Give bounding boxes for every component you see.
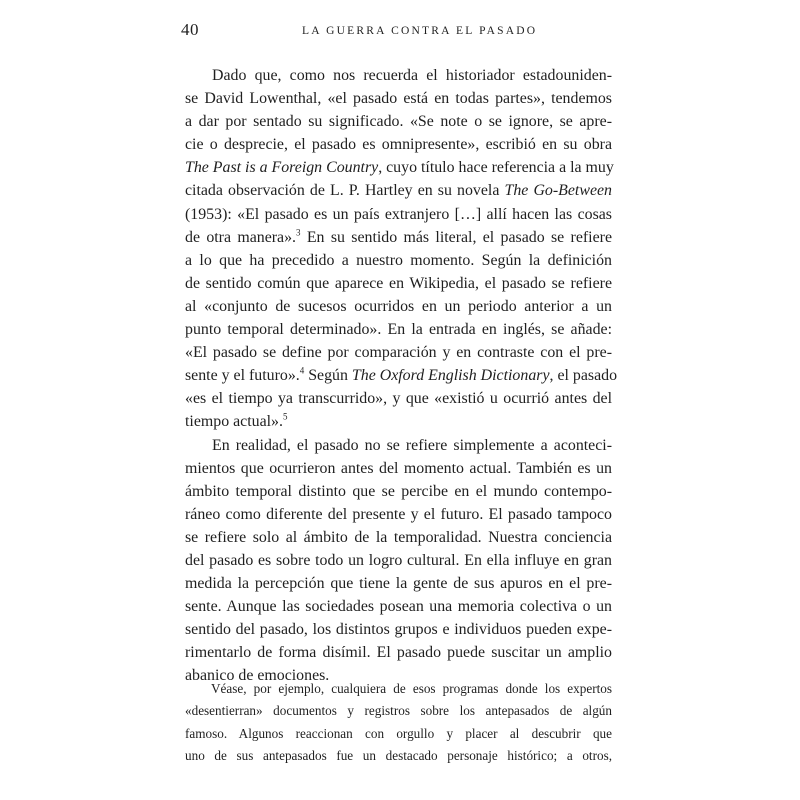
text-line: ráneo como diferente del presente y el futuro. El pasado tampoco: [185, 505, 612, 523]
book-title: The Oxford English Dictionary: [351, 367, 550, 385]
text-line: «El pasado se define por comparación y en contraste con el pre-: [185, 344, 612, 362]
running-title: LA GUERRA CONTRA EL PASADO: [302, 25, 538, 37]
text-line: se refiere solo al ámbito de la temporalidad. Nuestra conciencia: [185, 528, 612, 546]
paragraph-1: [185, 64, 618, 434]
text-line: [158, 410, 612, 433]
text-fragment: sente y el futuro».: [185, 367, 300, 385]
text-line: [158, 179, 612, 202]
text-line: (1953): «El pasado es un país extranjero […] allí hacen las cosas: [185, 205, 612, 223]
text-line: En realidad, el pasado no se refiere simplemente a aconteci-: [212, 436, 612, 454]
text-fragment: de otra manera».: [185, 228, 297, 246]
text-line: rimentarlo de forma disímil. El pasado puede suscitar un amplio: [185, 644, 612, 662]
text-line: se David Lowenthal, «el pasado está en todas partes», tendemos: [185, 90, 612, 108]
main-text: [185, 64, 618, 688]
footnote-line: «desentierran» documentos y registros sobre los antepasados de algún: [185, 703, 612, 719]
book-title: The Past is a Foreign Country: [185, 159, 379, 177]
text-fragment: En su sentido más literal, el pasado se refiere: [300, 228, 612, 246]
text-line: mientos que ocurrieron antes del momento actual. También es un: [185, 459, 612, 477]
text-line: abanico de emociones.: [185, 667, 330, 685]
text-fragment: , el pasado: [549, 367, 618, 385]
footnote-line: uno de sus antepasados fue un destacado personaje histórico; a otros,: [185, 748, 612, 764]
text-fragment: Según: [304, 367, 352, 385]
text-line: de sentido común que aparece en Wikipedia, el pasado se refiere: [185, 274, 612, 292]
footnote-ref: 3: [296, 227, 301, 238]
text-line: sentido del pasado, los distintos grupos e individuos pueden expe-: [185, 621, 612, 639]
text-line: punto temporal determinado». En la entrada en inglés, se añade:: [185, 321, 612, 339]
page-number: 40: [181, 20, 199, 39]
book-title: The Go-Between: [504, 182, 612, 200]
paragraph-2: [185, 434, 612, 688]
footnote-line: Véase, por ejemplo, cualquiera de esos programas donde los expertos: [211, 681, 612, 696]
text-line: del pasado es sobre todo un logro cultural. En ella influye en gran: [185, 551, 612, 569]
text-line: al «conjunto de sucesos ocurridos en un periodo anterior a un: [185, 297, 612, 315]
text-line: [158, 364, 618, 387]
footnote-ref: 4: [299, 365, 305, 376]
text-line: cie o desprecie, el pasado es omnipresente», escribió en su obra: [185, 136, 612, 154]
text-line: ámbito temporal distinto que se percibe en el mundo contempo-: [185, 482, 612, 500]
text-fragment: tiempo actual».: [185, 413, 283, 431]
text-line: sente. Aunque las sociedades posean una memoria colectiva o un: [185, 598, 612, 616]
text-fragment: citada observación de L. P. Hartley en su novela: [185, 182, 505, 200]
footnote-ref: 5: [282, 412, 288, 423]
footnote-line: famoso. Algunos reaccionan con orgullo y placer al descubrir que: [185, 725, 612, 741]
text-line: [158, 226, 612, 249]
text-line: Dado que, como nos recuerda el historiador estadouniden-: [212, 67, 612, 84]
text-line: [158, 156, 612, 179]
text-line: a lo que ha precedido a nuestro momento. Según la definición: [185, 251, 612, 269]
text-line: a dar por sentado su significado. «Se note o se ignore, se apre-: [185, 113, 612, 131]
footnote: [185, 678, 612, 768]
text-line: medida la percepción que tiene la gente de sus apuros en el pre-: [185, 575, 612, 593]
text-fragment: , cuyo título hace referencia a la muy: [378, 159, 614, 177]
text-line: «es el tiempo ya transcurrido», y que «existió u ocurrió antes del: [185, 390, 612, 408]
